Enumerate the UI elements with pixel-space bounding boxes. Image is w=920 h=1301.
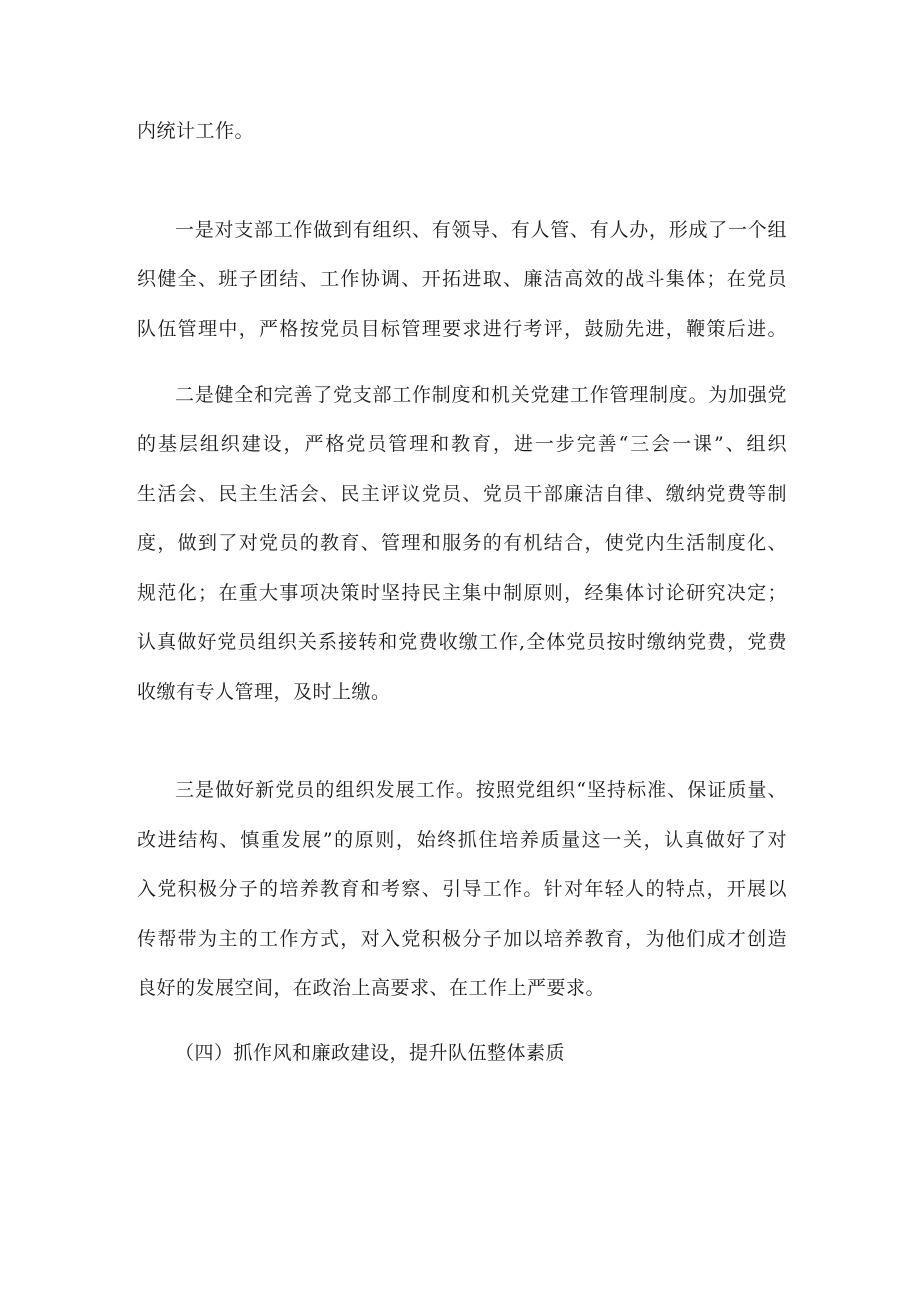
paragraph-line: 一是对支部工作做到有组织、有领导、有人管、有人办，形成了一个组 [175,219,787,241]
paragraph-line: 二是健全和完善了党支部工作制度和机关党建工作管理制度。为加强党 [175,384,787,406]
paragraph-line: 生活会、民主生活会、民主评议党员、党员干部廉洁自律、缴纳党费等制 [137,483,787,505]
paragraph-line: 内统计工作。 [137,120,255,142]
paragraph-line: 良好的发展空间，在政治上高要求、在工作上严要求。 [137,977,606,999]
section-heading: （四）抓作风和廉政建设，提升队伍整体素质 [175,1042,566,1064]
paragraph-line: 队伍管理中，严格按党员目标管理要求进行考评，鼓励先进，鞭策后进。 [137,318,787,340]
paragraph-line: 织健全、班子团结、工作协调、开拓进取、廉洁高效的战斗集体；在党员 [137,268,787,290]
paragraph-line: 改进结构、慎重发展”的原则，始终抓住培养质量这一关，认真做好了对 [137,829,787,851]
paragraph-line: 度，做到了对党员的教育、管理和服务的有机结合，使党内生活制度化、 [137,532,787,554]
paragraph-line: 的基层组织建设，严格党员管理和教育，进一步完善“三会一课”、组织 [137,433,787,455]
paragraph-line: 收缴有专人管理，及时上缴。 [137,681,391,703]
paragraph-line: 入党积极分子的培养教育和考察、引导工作。针对年轻人的特点，开展以 [137,878,787,900]
paragraph-line: 认真做好党员组织关系接转和党费收缴工作,全体党员按时缴纳党费，党费 [137,631,787,653]
paragraph-line: 传帮带为主的工作方式，对入党积极分子加以培养教育，为他们成才创造 [137,928,787,950]
paragraph-line: 三是做好新党员的组织发展工作。按照党组织“坚持标准、保证质量、 [175,779,787,801]
paragraph-line: 规范化；在重大事项决策时坚持民主集中制原则，经集体讨论研究决定； [137,582,787,604]
